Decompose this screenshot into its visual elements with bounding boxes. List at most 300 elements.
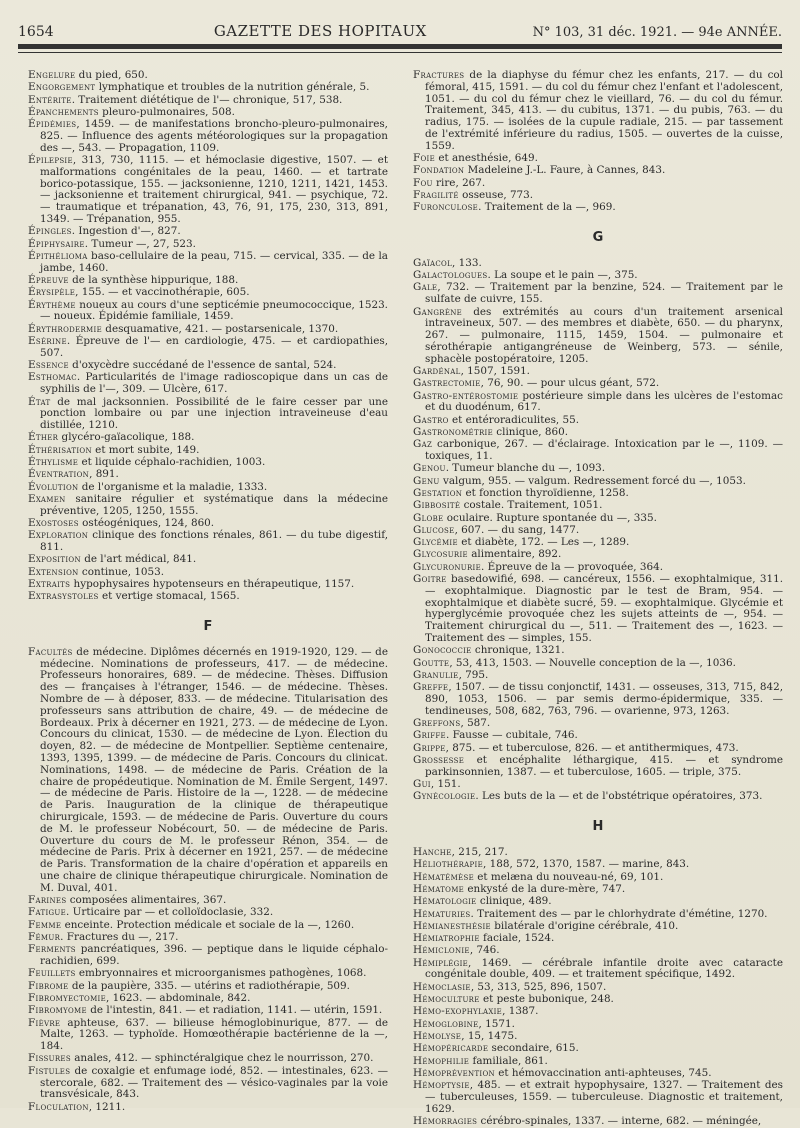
index-entry (28, 95, 388, 107)
entry-heading: Essence (28, 359, 69, 372)
entry-heading: Glycuronurie (413, 560, 482, 573)
entry-text: aphteuse, 637. — bilieuse hémoglobinurique, 877. — de Malte, 1263. — typhoïde. Homœothérapie bactérienne de la —, 184. (40, 1016, 388, 1053)
index-entry (413, 391, 783, 415)
entry-text: , 1211. (88, 1100, 126, 1113)
entry-text: basedowifié, 698. — cancéreux, 1556. — exophtalmique, 311. — exophtalmique. Diagnostic par le test de Bram, 954. — exophtalmique et diabète sucré, 59. — exophtalmique. Glycémie et hyperglycémie provoquée chez les sujets atteints de —, 954. — Traitement chirurgical du —, 511. — Traitement des —, 1623. — Traitement des — simples, 155. (425, 573, 783, 645)
entry-heading: Hémiplégie (413, 956, 469, 969)
index-entry (413, 896, 783, 908)
entry-heading: Gynécologie (413, 790, 476, 803)
entry-heading: Extension (28, 565, 79, 578)
entry-heading: Hématuries (413, 907, 471, 920)
index-entry (28, 591, 388, 603)
entry-text: continue, 1053. (78, 565, 165, 578)
index-entry (413, 670, 783, 682)
running-header (18, 14, 782, 40)
entry-text: de la diaphyse du fémur chez les enfants, 217. — du col fémoral, 415, 1591. — du col du fémur chez l'enfant et l'adolescent, 1051. — du col du fémur chez le vieillard, 76. — du col du fémur. Traitement, 345, 413. — du cubitus, 1371. — du pubis, 763. — du radius, 175. — isolées de la cupule radiale, 215. — par tassement de l'extrémité inférieure du radius, 1505. — ouvertes de la cuisse, 1559. (425, 69, 783, 152)
entry-text: valgum, 955. — valgum. Redressement forcé du —, 1053. (439, 474, 746, 487)
entry-heading: Genu (413, 474, 440, 487)
entry-text: , 1507, 1591. (460, 365, 530, 378)
index-entry (28, 920, 388, 932)
entry-text: , 151. (430, 778, 461, 791)
index-entry (28, 300, 388, 324)
index-entry (413, 282, 783, 306)
entry-text: , 746. (469, 944, 500, 957)
index-entry (413, 755, 783, 779)
entry-heading: Éthylisme (28, 456, 79, 468)
entry-text: sanitaire régulier et systématique dans la médecine préventive, 1205, 1250, 1555. (40, 492, 388, 517)
index-entry (28, 482, 388, 494)
entry-text: , 215, 217. (451, 846, 508, 859)
entry-text: anales, 412. — sphinctéralgique chez le nourrisson, 270. (70, 1052, 374, 1065)
entry-text: , 76, 90. — pour ulcus géant, 572. (480, 377, 660, 390)
entry-text: de l'organisme et la maladie, 1333. (78, 480, 268, 493)
issue-info: N° 103, 31 déc. 1921. — 94e ANNÉE. (532, 25, 782, 40)
entry-heading: Grippe (413, 741, 446, 754)
entry-heading: Exposition (28, 553, 81, 566)
entries-f-continued (413, 70, 783, 214)
entry-text: secondaire, 615. (488, 1042, 579, 1055)
entry-text: glycéro-gaïacolique, 188. (58, 431, 195, 444)
entries-g (413, 258, 783, 803)
entry-text: faciale, 1524. (479, 932, 555, 945)
index-entry (413, 258, 783, 270)
index-entry (28, 119, 388, 154)
entry-heading: Farines (28, 894, 67, 907)
index-entry (413, 366, 783, 378)
index-entry (413, 884, 783, 896)
entry-heading: Examen (28, 492, 66, 505)
entry-heading: Floculation (28, 1100, 89, 1113)
entry-text: ostéogéniques, 124, 860. (78, 516, 215, 529)
entry-text: . Tumeur —, 27, 523. (84, 237, 196, 250)
index-entry (413, 574, 783, 645)
entry-heading: Hémoculture (413, 993, 480, 1006)
entry-text: , 1571. (478, 1017, 515, 1030)
entry-text: clinique, 860. (493, 426, 569, 439)
entry-text: baso-cellulaire de la peau, 715. — cervical, 335. — de la jambe, 1460. (40, 249, 388, 274)
entry-text: alimentaire, 892. (467, 548, 562, 561)
index-entry (28, 397, 388, 432)
entry-heading: Gale (413, 281, 438, 294)
entry-heading: Hématome (413, 882, 465, 895)
index-entry (28, 1018, 388, 1053)
entry-text: , 891. (89, 468, 119, 481)
entry-text: , 313, 730, 1115. — et hémoclasie digestive, 1507. — et malformations congénitales de la peau, 1460. — et tartrate borico-potassique, 155. — jacksonienne, 1210, 1211, 1421, 1453. — jacksonienne et traitement chirurgical, 941. — psychique, 72. — traumatique et trépanation, 43, 76, 91, 175, 230, 313, 891, 1349. — Trépanation, 955. (40, 154, 388, 226)
index-entry (28, 579, 388, 591)
index-entry (28, 981, 388, 993)
page-number: 1654 (18, 24, 54, 40)
entry-heading: Greffe (413, 681, 449, 694)
index-entry (413, 307, 783, 366)
entry-text: et entéroradiculites, 55. (448, 413, 580, 426)
entry-text: et vertige stomacal, 1565. (98, 590, 240, 603)
entry-text: . Épreuve de la — provoquée, 364. (481, 560, 664, 573)
entry-heading: Hémo-exophylaxie (413, 1005, 503, 1018)
index-entry (413, 537, 783, 549)
entry-text: . Particularités de l'image radioscopique dans un cas de syphilis de l'—, 309. — Ulcère, 617. (40, 371, 388, 396)
entry-heading: Gastrectomie (413, 377, 481, 390)
index-entry (28, 1053, 388, 1065)
entry-heading: Épreuve (28, 274, 69, 287)
index-entry (413, 562, 783, 574)
entry-heading: Gonococcie (413, 644, 472, 657)
index-entry (413, 1043, 783, 1055)
index-entry (28, 494, 388, 518)
index-entry (28, 469, 388, 481)
entry-text: et encéphalite léthargique, 415. — et syndrome parkinsonnien, 1387. — et tuberculose, 1605. — triple, 375. (425, 754, 783, 778)
entry-heading: Galactologues (413, 269, 488, 282)
entry-heading: Éventration (28, 468, 90, 481)
entry-text: et peste bubonique, 248. (479, 993, 614, 1006)
entry-text: composées alimentaires, 367. (66, 894, 227, 907)
entry-heading: Évolution (28, 480, 79, 493)
entry-text: osseuse, 773. (458, 188, 534, 201)
index-entry (28, 372, 388, 396)
entry-text: pleuro-pulmonaires, 508. (98, 105, 235, 118)
entry-text: , 15, 1475. (461, 1029, 518, 1042)
index-entry (413, 415, 783, 427)
entry-heading: Gangrène (413, 305, 463, 318)
entry-heading: Fibrome (28, 979, 69, 992)
entry-text: , 53, 313, 525, 896, 1507. (470, 980, 607, 993)
entries-h (413, 847, 783, 1128)
entry-heading: Esthomac (28, 371, 77, 384)
entry-heading: Épanchements (28, 105, 99, 118)
entry-text: , 1507. — de tissu conjonctif, 1431. — osseuses, 313, 715, 842, 890, 1053, 1506. — par semis dermo-épidermique, 335. — tendineuses, 508, 682, 763, 796. — ovarienne, 973, 1263. (425, 681, 783, 717)
entry-text: , 53, 413, 1503. — Nouvelle conception de la —, 1036. (449, 656, 736, 669)
entry-text: du pied, 650. (75, 69, 148, 81)
index-entry (413, 1080, 783, 1115)
index-entry (28, 944, 388, 968)
entry-text: noueux au cours d'une septicémie pneumococcique, 1523. — noueux. Épidémie familiale, 1459. (40, 298, 388, 323)
index-entry (28, 287, 388, 299)
entry-heading: Hémoprévention (413, 1066, 495, 1079)
index-entry (413, 500, 783, 512)
entry-heading: Exostoses (28, 516, 79, 529)
entry-text: de l'intestin, 841. — et radiation, 1141. — utérin, 1591. (86, 1004, 383, 1017)
index-entry (28, 932, 388, 944)
left-column (28, 70, 388, 1114)
entries-e (28, 70, 388, 603)
entry-heading: Épidémies (28, 118, 77, 131)
index-entry (413, 549, 783, 561)
index-entry (413, 933, 783, 945)
entry-text: . Traitement de la —, 969. (478, 201, 616, 214)
entry-heading: Glycosurie (413, 548, 468, 561)
entry-heading: Hématémèse (413, 870, 474, 883)
entry-heading: Goutte (413, 656, 450, 669)
entry-text: pancréatiques, 396. — peptique dans le liquide céphalo-rachidien, 699. (40, 943, 388, 968)
entry-heading: Ferments (28, 943, 76, 956)
entry-text: et diabète, 172. — Les —, 1289. (457, 536, 630, 549)
entry-text: , 732. — Traitement par la benzine, 524. — Traitement par le sulfate de cuivre, 155. (425, 281, 783, 306)
entry-heading: Fractures (413, 69, 465, 81)
entry-text: desquamative, 421. — postarsenicale, 1370. (101, 322, 339, 335)
entry-text: familiale, 861. (469, 1054, 548, 1067)
index-entry (413, 190, 783, 202)
index-entry (413, 847, 783, 859)
index-entry (413, 153, 783, 165)
index-entry (413, 743, 783, 755)
entry-heading: Genou (413, 462, 446, 475)
index-entry (413, 994, 783, 1006)
entry-heading: Érythème (28, 298, 76, 311)
index-entry (413, 1019, 783, 1031)
entry-heading: Hémopéricarde (413, 1042, 489, 1055)
index-entry (413, 165, 783, 177)
entry-heading: Glucose (413, 523, 455, 536)
index-entry (28, 155, 388, 226)
index-entry (413, 730, 783, 742)
entry-text: , 155. — et vaccinothérapie, 605. (75, 286, 250, 299)
entry-text: . Tumeur blanche du —, 1093. (445, 462, 606, 475)
entry-heading: Héliothérapie (413, 858, 484, 871)
entry-heading: Fibromyectomie (28, 991, 107, 1004)
index-entry (413, 958, 783, 982)
entry-heading: Goitre (413, 573, 447, 586)
entry-heading: Extraits (28, 577, 71, 590)
journal-title: GAZETTE DES HOPITAUX (213, 22, 427, 40)
entry-heading: Globe (413, 511, 444, 524)
entry-heading: Hémophilie (413, 1054, 470, 1067)
index-entry (413, 718, 783, 730)
entry-heading: Fissures (28, 1052, 71, 1065)
entry-text: . Fausse — cubitale, 746. (445, 729, 578, 742)
entry-text: enkysté de la dure-mère, 747. (464, 882, 626, 895)
entry-heading: Fragilité (413, 188, 459, 201)
entry-text: de médecine. Diplômes décernés en 1919-1920, 129. — de médecine. Nominations de professeurs, 417. — de médecine. Professeurs honoraires, 689. — de médecine. Thèses. Diffusion des — françaises à l'étranger, 1546. — de médecine. Thèses. Nombre de — à déposer, 833. — de médecine. Titularisation des professeurs sans attribution de chaire, 49. — de médecine de Bordeaux. Prix à décerner en 1921, 273. — de médecine de Lyon. Concours du clinicat, 1530. — de médecine de Lyon. Élection du doyen, 82. — de médecine de Montpellier. Septième centenaire, 1393, 1395, 1399. — de médecine de Paris. Concours du clinicat. Nominations, 1498. — de médecine de Paris. Création de la chaire de propédeutique. Nomination de M. Émile Sergent, 1497. — de médecine de Paris. Histoire de la —, 1228. — de médecine de Paris. Inauguration de la clinique de thérapeutique chirurgicale, 1593. — de médecine de Paris. Ouverture du cours de M. le professeur Nobécourt, 50. — de médecine de Paris. Ouverture du cours de M. le professeur Rénon, 354. — de médecine de Paris. Prix à décerner en 1921, 257. — de médecine de Paris. Transformation de la chaire d'opération et appareils en une chaire de clinique thérapeutique chirurgicale. Nomination de M. Duval, 401. (40, 645, 388, 894)
entry-text: lymphatique et troubles de la nutrition générale, 5. (95, 81, 370, 94)
section-letter-h: H (592, 819, 604, 835)
entry-text: d'oxycèdre succédané de l'essence de santal, 524. (68, 359, 337, 372)
entry-heading: Gaïacol (413, 256, 453, 269)
entry-text: costale. Traitement, 1051. (460, 499, 603, 512)
entry-text: de l'art médical, 841. (80, 553, 197, 566)
index-entry (28, 324, 388, 336)
entry-heading: Épilepsie (28, 154, 73, 167)
entry-text: , 485. — et extrait hypophysaire, 1327. — Traitement des — tuberculeuses, 1559. — tuberculeuse. Diagnostic et traitement, 1629. (425, 1079, 783, 1115)
entry-text: de la synthèse hippurique, 188. (68, 274, 239, 287)
index-entry (28, 251, 388, 275)
index-entry (413, 476, 783, 488)
entry-heading: Hémolyse (413, 1029, 462, 1042)
entry-text: , 1387. (502, 1005, 539, 1018)
entry-heading: Fibromyome (28, 1004, 87, 1017)
index-entry (413, 525, 783, 537)
entry-text: chronique, 1321. (471, 644, 565, 657)
index-entry (413, 791, 783, 803)
index-entry (413, 1056, 783, 1068)
entry-heading: Hématologie (413, 895, 477, 908)
entry-text: de la paupière, 335. — utérins et radiothérapie, 509. (68, 979, 350, 992)
entry-heading: Hémoclasie (413, 980, 471, 993)
entry-text: et mort subite, 149. (91, 443, 200, 456)
entry-text: . Épreuve de l'— en cardiologie, 475. — et cardiopathies, 507. (40, 335, 388, 359)
index-entry (413, 945, 783, 957)
index-entry (28, 445, 388, 457)
entry-heading: Fondation (413, 164, 465, 177)
entry-text: . Traitement des — par le chlorhydrate d'émétine, 1270. (470, 907, 768, 920)
entry-heading: Épithélioma (28, 249, 88, 262)
index-entry (28, 82, 388, 94)
entry-text: et liquide céphalo-rachidien, 1003. (78, 456, 266, 468)
entry-heading: Fatigue (28, 906, 67, 919)
entry-heading: Épiphysaire (28, 237, 85, 250)
entry-heading: Furonculose (413, 201, 479, 214)
entry-heading: Fou (413, 176, 433, 189)
section-letter-f: F (203, 619, 213, 635)
entry-heading: Gibbosité (413, 499, 461, 512)
entry-text: et fonction thyroïdienne, 1258. (462, 487, 629, 499)
index-entry (413, 427, 783, 439)
entry-text: Madeleine J.-L. Faure, à Cannes, 843. (464, 164, 666, 177)
index-entry (413, 463, 783, 475)
index-entry (413, 982, 783, 994)
entries-f (28, 647, 388, 1114)
entry-heading: Entérite (28, 93, 72, 106)
entry-text: cérébro-spinales, 1337. — interne, 682. — méningée, (477, 1115, 762, 1128)
index-entry (413, 202, 783, 214)
entry-heading: Érythrodermie (28, 322, 102, 335)
index-entry (28, 554, 388, 566)
entry-text: rire, 267. (432, 176, 486, 189)
index-entry (413, 488, 783, 500)
index-entry (28, 432, 388, 444)
entry-heading: Gui (413, 778, 431, 791)
index-entry (28, 1066, 388, 1101)
entry-text: hypophysaires hypotenseurs en thérapeutique, 1157. (70, 577, 355, 590)
entry-text: , 875. — et tuberculose, 826. — et antithermiques, 473. (445, 741, 739, 754)
index-entry (413, 658, 783, 670)
header-rule-thick (18, 44, 782, 49)
entry-text: et hémovaccination anti-aphteuses, 745. (494, 1066, 712, 1079)
entry-text: et anesthésie, 649. (435, 152, 538, 165)
index-entry (28, 518, 388, 530)
entry-text: oculaire. Rupture spontanée du —, 335. (443, 511, 657, 524)
entry-text: , 1459. — de manifestations broncho-pleuro-pulmonaires, 825. — Influence des agents météorologiques sur la propagation des —, 543. — Propagation, 1109. (40, 118, 388, 154)
entry-heading: Foie (413, 152, 436, 165)
index-entry (413, 1006, 783, 1018)
right-column (413, 70, 783, 1128)
entry-text: , 795. (458, 668, 489, 681)
entry-heading: Hémiatrophie (413, 932, 480, 945)
entry-text: embryonnaires et microorganismes pathogènes, 1068. (75, 967, 367, 980)
index-entry (413, 1031, 783, 1043)
entry-text: clinique, 489. (476, 895, 552, 908)
entry-heading: Gastro (413, 413, 449, 426)
index-entry (413, 682, 783, 717)
index-entry (413, 513, 783, 525)
entry-heading: Érysipèle (28, 286, 76, 299)
index-entry (413, 921, 783, 933)
entry-text: . Fractures du —, 217. (60, 930, 179, 943)
entry-heading: Gastronométrie (413, 426, 493, 439)
entry-text: . La soupe et le pain —, 375. (487, 269, 638, 282)
index-entry (28, 360, 388, 372)
entry-text: des extrémités au cours d'un traitement arsenical intraveineux, 507. — des membres et diabète, 650. — du pharynx, 267. — pulmonaire, 1115, 1459, 1504. — pulmonaire et sérothérapie antigangréneuse de Weinberg, 573. — sénile, sphacèle postopératoire, 1205. (425, 305, 783, 365)
entry-heading: Hémiclonie (413, 944, 470, 957)
entry-text: . Ingestion d'—, 827. (71, 225, 181, 238)
entry-heading: Hanche (413, 846, 452, 859)
entry-heading: Hémorragies (413, 1115, 478, 1128)
entry-text: , 607. — du sang, 1477. (454, 523, 580, 536)
entry-heading: Fistules (28, 1064, 71, 1077)
header-rule-thin (18, 52, 782, 53)
index-entry (28, 239, 388, 251)
entry-heading: Grossesse (413, 754, 465, 767)
entry-text: , 188, 572, 1370, 1587. — marine, 843. (483, 858, 690, 871)
entry-heading: Exploration (28, 529, 89, 542)
index-entry (413, 270, 783, 282)
index-entry (28, 336, 388, 360)
entry-heading: Éther (28, 431, 59, 444)
entry-heading: Esérine (28, 335, 67, 348)
entry-heading: Glycémie (413, 536, 458, 549)
entry-text: de mal jacksonnien. Possibilité de le faire cesser par une ponction lombaire ou par une injection intraveineuse d'eau distillée, 1210. (40, 395, 388, 432)
entry-heading: Extrasystoles (28, 590, 99, 603)
entry-text: bilatérale d'origine cérébrale, 410. (490, 919, 679, 932)
index-entry (413, 1116, 783, 1128)
entry-text: et melæna du nouveau-né, 69, 101. (473, 870, 664, 883)
entry-text: , 1469. — cérébrale infantile droite avec cataracte congénitale double, 409. — et traitement spécifique, 1492. (425, 956, 783, 981)
index-entry (413, 909, 783, 921)
entry-heading: Hémoglobine (413, 1017, 479, 1030)
entry-heading: Greffons (413, 717, 461, 730)
entry-text: . Traitement diététique de l'— chronique, 517, 538. (71, 93, 343, 106)
index-entry (28, 226, 388, 238)
index-entry (413, 1068, 783, 1080)
entry-heading: Gastro-entérostomie (413, 389, 519, 402)
entry-text: enceinte. Protection médicale et sociale de la —, 1260. (61, 918, 355, 931)
entry-heading: Facultés (28, 645, 73, 658)
index-entry (413, 178, 783, 190)
index-entry (28, 647, 388, 895)
section-letter-g: G (592, 230, 604, 246)
entry-text: , 133. (452, 256, 482, 269)
index-entry (413, 779, 783, 791)
index-entry (413, 439, 783, 463)
index-entry (413, 645, 783, 657)
entry-heading: Épingles (28, 225, 72, 238)
entry-heading: Feuillets (28, 967, 76, 980)
index-entry (413, 70, 783, 153)
index-entry (28, 907, 388, 919)
entry-heading: État (28, 395, 51, 408)
entry-heading: Granulie (413, 668, 459, 681)
entry-text: , 587. (460, 717, 491, 730)
index-entry (28, 968, 388, 980)
entry-heading: Gardénal (413, 365, 461, 378)
entry-heading: Fièvre (28, 1016, 61, 1029)
entry-text: . Urticaire par — et colloïdoclasie, 332. (66, 906, 274, 919)
entry-heading: Éthérisation (28, 443, 92, 456)
index-entry (413, 872, 783, 884)
entry-heading: Engorgement (28, 81, 96, 94)
index-entry (413, 378, 783, 390)
entry-text: postérieure simple dans les ulcères de l'estomac et du duodénum, 617. (425, 389, 783, 414)
entry-heading: Hémianesthésie (413, 919, 491, 932)
index-entry (28, 567, 388, 579)
entry-heading: Hémoptysie (413, 1079, 470, 1092)
entry-text: , 1623. — abdominale, 842. (106, 991, 251, 1004)
entry-text: de coxalgie et enfumage iodé, 852. — intestinales, 623. — stercorale, 682. — Traitement des — vésico-vaginales par la voie transvésicale, 843. (40, 1064, 388, 1101)
entry-text: . Les buts de la — et de l'obstétrique opératoires, 373. (475, 790, 763, 803)
index-entry (28, 530, 388, 554)
entry-heading: Gestation (413, 487, 463, 499)
entry-heading: Femme (28, 918, 62, 931)
entry-text: clinique des fonctions rénales, 861. — du tube digestif, 811. (40, 529, 388, 554)
entry-heading: Griffe (413, 729, 446, 742)
